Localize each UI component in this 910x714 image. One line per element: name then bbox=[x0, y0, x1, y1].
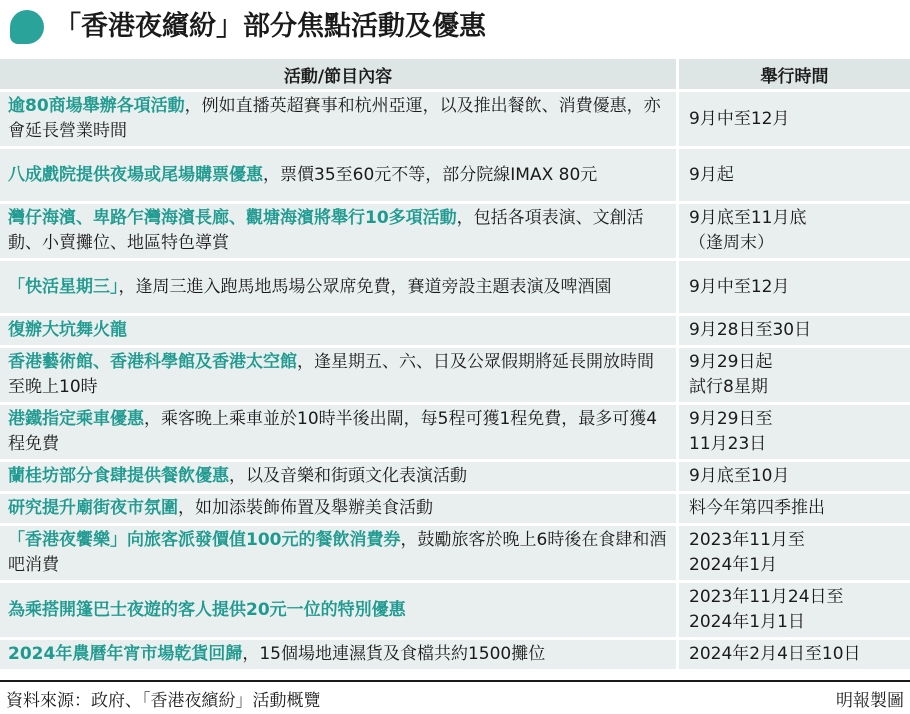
table-row bbox=[0, 92, 910, 146]
event-detail: ，逢周三進入跑馬地馬場公眾席免費，賽道旁設主題表演及啤酒園 bbox=[118, 276, 612, 297]
event-description bbox=[0, 204, 676, 258]
event-time: 9月28日至30日 bbox=[676, 316, 910, 345]
event-detail: ，乘客晚上乘車並於10時半後出閘，每5程可獲1程免費，最多可獲4程免費 bbox=[8, 409, 658, 454]
table-row bbox=[0, 261, 910, 313]
events-table bbox=[0, 56, 910, 672]
event-detail: ，15個場地連濕貨及食檔共約1500攤位 bbox=[242, 644, 546, 664]
table-row bbox=[0, 583, 910, 637]
title-bar bbox=[0, 0, 910, 54]
event-highlight: 港鐵指定乘車優惠 bbox=[8, 409, 144, 429]
event-time: 料今年第四季推出 bbox=[676, 494, 910, 523]
table-row bbox=[0, 526, 910, 580]
event-detail: ，以及音樂和街頭文化表演活動 bbox=[229, 466, 467, 486]
event-time: 9月起 bbox=[676, 149, 910, 201]
event-description bbox=[0, 526, 676, 580]
event-description bbox=[0, 92, 676, 146]
table-row bbox=[0, 640, 910, 669]
event-time: 2024年2月4日至10日 bbox=[676, 640, 910, 669]
event-description bbox=[0, 316, 676, 345]
event-time: 9月中至12月 bbox=[676, 261, 910, 313]
table-row bbox=[0, 405, 910, 459]
event-description bbox=[0, 640, 676, 669]
event-time: 2023年11月至 2024年1月 bbox=[676, 526, 910, 580]
table-row bbox=[0, 348, 910, 402]
event-highlight: 「快活星期三」 bbox=[8, 276, 119, 297]
table-row bbox=[0, 149, 910, 201]
source-note: 資料來源：政府、「香港夜繽紛」活動概覽 bbox=[6, 691, 321, 711]
table-row bbox=[0, 494, 910, 523]
event-description bbox=[0, 583, 676, 637]
table-row bbox=[0, 462, 910, 491]
event-highlight: 灣仔海濱、卑路乍灣海濱長廊、觀塘海濱將舉行10多項活動 bbox=[8, 208, 457, 228]
event-time: 9月底至10月 bbox=[676, 462, 910, 491]
event-description bbox=[0, 261, 676, 313]
event-detail: ，如加添裝飾佈置及舉辦美食活動 bbox=[178, 498, 433, 518]
event-time: 9月29日起 試行8星期 bbox=[676, 348, 910, 402]
event-time: 9月底至11月底 （逢周末） bbox=[676, 204, 910, 258]
event-description bbox=[0, 149, 676, 201]
event-detail: ，包括各項表演、文創活動、小賣攤位、地區特色導賞 bbox=[8, 208, 644, 253]
event-detail: ，票價35至60元不等，部分院線IMAX 80元 bbox=[263, 164, 598, 185]
event-highlight: 香港藝術館、香港科學館及香港太空館 bbox=[8, 352, 297, 372]
event-description bbox=[0, 405, 676, 459]
table-row bbox=[0, 204, 910, 258]
event-highlight: 蘭桂坊部分食肆提供餐飲優惠 bbox=[8, 466, 229, 486]
event-time: 9月29日至 11月23日 bbox=[676, 405, 910, 459]
speech-bubble-icon bbox=[10, 10, 44, 44]
event-time: 9月中至12月 bbox=[676, 92, 910, 146]
table-header-row bbox=[0, 59, 910, 89]
column-header-time: 舉行時間 bbox=[676, 59, 910, 89]
event-highlight: 2024年農曆年宵市場乾貨回歸 bbox=[8, 644, 243, 664]
event-detail: ，逢星期五、六、日及公眾假期將延長開放時間至晚上10時 bbox=[8, 352, 654, 397]
page-title: 「香港夜繽紛」部分焦點活動及優惠 bbox=[54, 11, 486, 42]
footer bbox=[0, 680, 910, 714]
event-detail: ，例如直播英超賽事和杭州亞運，以及推出餐飲、消費優惠，亦會延長營業時間 bbox=[8, 96, 661, 141]
event-detail: ，鼓勵旅客於晚上6時後在食肆和酒吧消費 bbox=[8, 530, 667, 575]
event-highlight: 「香港夜饗樂」向旅客派發價值100元的餐飲消費券 bbox=[8, 530, 401, 550]
event-highlight: 八成戲院提供夜場或尾場購票優惠 bbox=[8, 164, 263, 185]
column-header-content: 活動/節目內容 bbox=[0, 59, 676, 89]
table-body bbox=[0, 92, 910, 669]
event-description bbox=[0, 462, 676, 491]
event-highlight: 復辦大坑舞火龍 bbox=[8, 320, 127, 340]
table-row bbox=[0, 316, 910, 345]
event-description bbox=[0, 348, 676, 402]
event-time: 2023年11月24日至 2024年1月1日 bbox=[676, 583, 910, 637]
event-highlight: 為乘搭開篷巴士夜遊的客人提供20元一位的特別優惠 bbox=[8, 599, 406, 620]
event-description bbox=[0, 494, 676, 523]
event-highlight: 研究提升廟街夜市氛圍 bbox=[8, 498, 178, 518]
event-highlight: 逾80商場舉辦各項活動 bbox=[8, 96, 185, 116]
graphic-credit: 明報製圖 bbox=[836, 691, 904, 711]
